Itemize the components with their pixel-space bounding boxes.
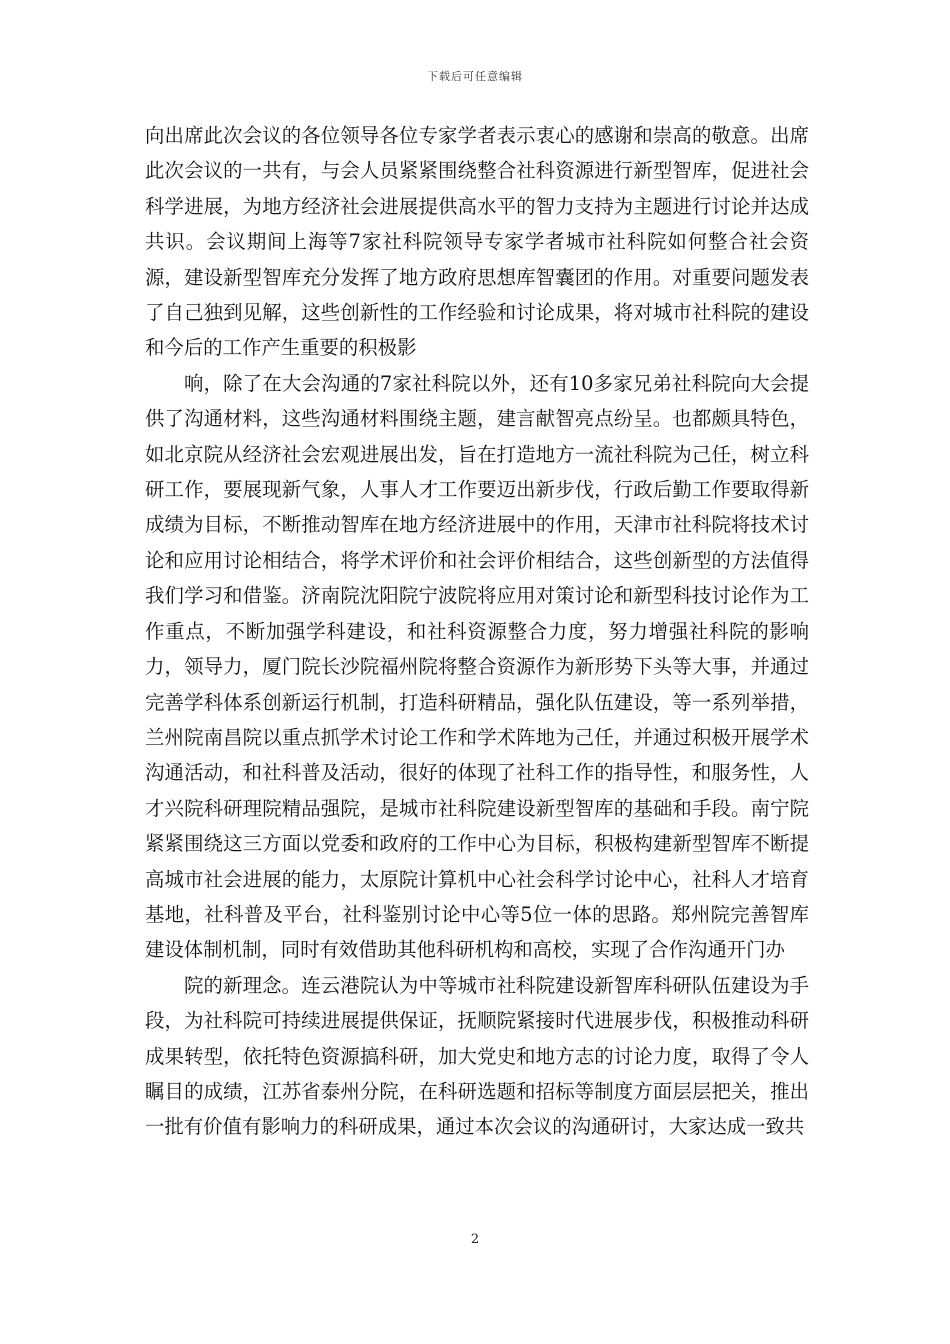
page-number: 2 bbox=[470, 1232, 480, 1247]
paragraph-2: 响，除了在大会沟通的7家社科院以外，还有10多家兄弟社科院向大会提供了沟通材料，这些沟通材料围绕主题，建言献智亮点纷呈。也都颇具特色，如北京院从经济社会宏观进展出发，旨在打造地方一流社科院为己任，树立科研工作，要展现新气象，人事人才工作要迈出新步伐，行政后勤工作要取得新成绩为目标，不断推动智库在地方经济进展中的作用，天津市社科院将技术讨论和应用讨论相结合，将学术评价和社会评价相结合，这些创新型的方法值得我们学习和借鉴。济南院沈阳院宁波院将应用对策讨论和新型科技讨论作为工作重点，不断加强学科建设，和社科资源整合力度，努力增强社科院的影响力，领导力，厦门院长沙院福州院将整合资源作为新形势下头等大事，并通过完善学科体系创新运行机制，打造科研精品，强化队伍建设，等一系列举措，兰州院南昌院以重点抓学术讨论工作和学术阵地为己任，并通过积极开展学术沟通活动，和社科普及活动，很好的体现了社科工作的指导性，和服务性，人才兴院科研理院精品强院，是城市社科院建设新型智库的基础和手段。南宁院紧紧围绕这三方面以党委和政府的工作中心为目标，积极构建新型智库不断提高城市社会进展的能力，太原院计算机中心社会科学讨论中心，社科人才培育基地，社科普及平台，社科鉴别讨论中心等5位一体的思路。郑州院完善智库建设体制机制，同时有效借助其他科研机构和高校，实现了合作沟通开门办 bbox=[145, 371, 809, 962]
paragraph-3: 院的新理念。连云港院认为中等城市社科院建设新智库科研队伍建设为手段，为社科院可持续进展提供保证，抚顺院紧接时代进展步伐，积极推动科研成果转型，依托特色资源搞科研，加大党史和地方志的讨论力度，取得了令人瞩目的成绩，江苏省泰州分院，在科研选题和招标等制度方面层层把关，推出一批有价值有影响力的科研成果，通过本次会议的沟通研讨，大家达成一致共 bbox=[145, 973, 809, 1139]
paragraph-1: 向出席此次会议的各位领导各位专家学者表示衷心的感谢和崇高的敬意。出席此次会议的一共有，与会人员紧紧围绕整合社科资源进行新型智库，促进社会科学进展，为地方经济社会进展提供高水平的智力支持为主题进行讨论并达成共识。会议期间上海等7家社科院领导专家学者城市社科院如何整合社会资源，建设新型智库充分发挥了地方政府思想库智囊团的作用。对重要问题发表了自己独到见解，这些创新性的工作经验和讨论成果，将对城市社科院的建设和今后的工作产生重要的积极影 bbox=[145, 124, 809, 360]
header-note: 下载后可任意编辑 bbox=[427, 70, 523, 83]
document-body bbox=[145, 118, 809, 1145]
